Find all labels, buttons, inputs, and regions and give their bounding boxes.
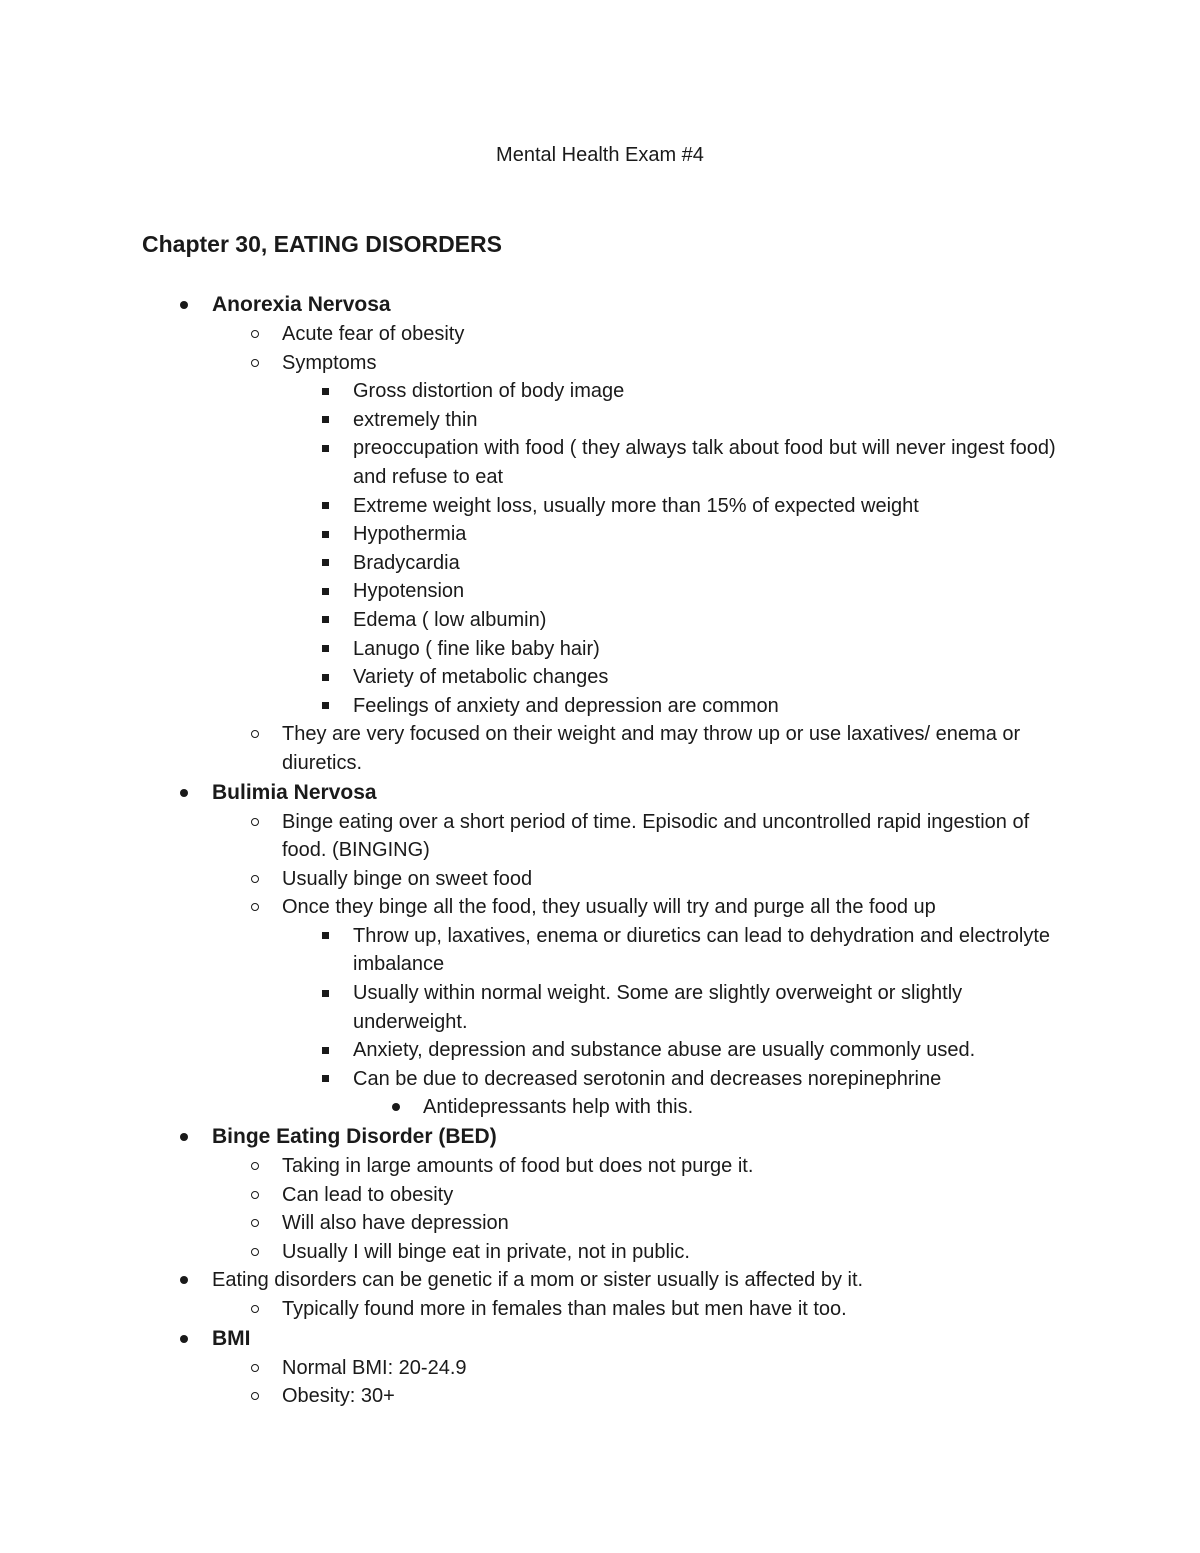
outline-item <box>0 720 1200 777</box>
outline-item <box>0 979 1200 1036</box>
outline-item-text: Acute fear of obesity <box>282 323 465 345</box>
outline-item <box>0 1238 1200 1267</box>
filled-circle-bullet-icon <box>178 1266 190 1294</box>
outline-item <box>0 1209 1200 1238</box>
outline-item <box>0 1181 1200 1210</box>
filled-circle-bullet-icon <box>390 1093 402 1121</box>
filled-circle-bullet-icon <box>178 778 190 808</box>
outline-item-text: Usually binge on sweet food <box>282 867 533 890</box>
hollow-circle-bullet-icon <box>249 808 261 836</box>
filled-circle-bullet-icon <box>178 1324 190 1354</box>
outline-item <box>0 1266 1200 1295</box>
outline-item <box>0 808 1200 865</box>
outline-item-text: Will also have depression <box>282 1212 509 1235</box>
outline-item-text: Normal BMI: 20-24.9 <box>282 1356 467 1379</box>
outline-item-text: Once they binge all the food, they usually will try and purge all the food up <box>282 896 936 919</box>
outline-item-text: Edema ( low albumin) <box>353 608 547 631</box>
outline-item <box>0 349 1200 378</box>
outline-item-text: preoccupation with food ( they always talk about food but will never ingest food) and refuse to eat <box>353 437 1056 488</box>
outline-item <box>0 492 1200 521</box>
outline-heading-item <box>0 1324 1200 1354</box>
hollow-circle-bullet-icon <box>249 893 261 921</box>
outline-item <box>0 1152 1200 1181</box>
filled-square-bullet-icon <box>319 434 331 462</box>
outline-item <box>0 1295 1200 1324</box>
page-title: Mental Health Exam #4 <box>496 144 704 166</box>
outline-item-text: Variety of metabolic changes <box>353 666 609 689</box>
outline-item-text: Throw up, laxatives, enema or diuretics can lead to dehydration and electrolyte imbalance <box>353 924 1051 976</box>
outline-item <box>0 692 1200 721</box>
outline-item <box>0 1354 1200 1383</box>
filled-square-bullet-icon <box>319 406 331 434</box>
hollow-circle-bullet-icon <box>249 1354 261 1382</box>
filled-square-bullet-icon <box>319 520 331 548</box>
outline-item <box>0 606 1200 635</box>
outline-item <box>0 1036 1200 1065</box>
outline-item-text: Extreme weight loss, usually more than 15% of expected weight <box>353 494 919 517</box>
filled-square-bullet-icon <box>319 577 331 605</box>
hollow-circle-bullet-icon <box>249 349 261 377</box>
outline-item <box>0 922 1200 979</box>
outline-item-text: Binge Eating Disorder (BED) <box>212 1125 497 1149</box>
outline-item-text: Bulimia Nervosa <box>212 780 377 804</box>
outline-item-text: Binge eating over a short period of time. Episodic and uncontrolled rapid ingestion of food. (BINGING) <box>282 810 1030 862</box>
hollow-circle-bullet-icon <box>249 1209 261 1237</box>
hollow-circle-bullet-icon <box>249 1152 261 1180</box>
hollow-circle-bullet-icon <box>249 1295 261 1323</box>
outline-item-text: Symptoms <box>282 351 377 374</box>
outline-item-text: Usually within normal weight. Some are slightly overweight or slightly underweight. <box>353 982 963 1033</box>
filled-square-bullet-icon <box>319 692 331 720</box>
outline-item-text: Eating disorders can be genetic if a mom or sister usually is affected by it. <box>212 1269 864 1292</box>
outline-item <box>0 635 1200 664</box>
outline-item-text: Usually I will binge eat in private, not in public. <box>282 1240 690 1263</box>
outline-heading-item <box>0 778 1200 808</box>
outline-item-text: extremely thin <box>353 408 478 431</box>
outline-item-text: Anorexia Nervosa <box>212 293 391 316</box>
outline-item-text: They are very focused on their weight and may throw up or use laxatives/ enema or diuretics. <box>282 723 1021 774</box>
filled-square-bullet-icon <box>319 922 331 950</box>
outline-item <box>0 893 1200 922</box>
outline-item <box>0 865 1200 894</box>
outline-item <box>0 577 1200 606</box>
hollow-circle-bullet-icon <box>249 320 261 348</box>
outline-item <box>0 320 1200 349</box>
filled-square-bullet-icon <box>319 663 331 691</box>
filled-square-bullet-icon <box>319 1036 331 1064</box>
outline-item-text: BMI <box>212 1326 251 1350</box>
outline-item-text: Anxiety, depression and substance abuse are usually commonly used. <box>353 1039 976 1062</box>
hollow-circle-bullet-icon <box>249 1382 261 1410</box>
outline-item <box>0 377 1200 406</box>
chapter-heading: Chapter 30, EATING DISORDERS <box>142 231 502 257</box>
outline-item-text: Taking in large amounts of food but does not purge it. <box>282 1155 754 1178</box>
outline-item-text: Gross distortion of body image <box>353 380 625 403</box>
hollow-circle-bullet-icon <box>249 1238 261 1266</box>
filled-circle-bullet-icon <box>178 290 190 320</box>
outline-heading-item <box>0 1122 1200 1152</box>
hollow-circle-bullet-icon <box>249 720 261 748</box>
filled-square-bullet-icon <box>319 549 331 577</box>
hollow-circle-bullet-icon <box>249 1181 261 1209</box>
outline-item-text: Hypothermia <box>353 523 467 546</box>
outline-item <box>0 406 1200 435</box>
outline-heading-item <box>0 290 1200 320</box>
outline-item-text: Typically found more in females than males but men have it too. <box>282 1298 847 1320</box>
filled-square-bullet-icon <box>319 979 331 1007</box>
outline-item-text: Bradycardia <box>353 551 460 574</box>
filled-square-bullet-icon <box>319 492 331 520</box>
outline-item <box>0 520 1200 549</box>
outline-item-text: Lanugo ( fine like baby hair) <box>353 637 600 660</box>
outline-item-text: Antidepressants help with this. <box>423 1096 694 1119</box>
hollow-circle-bullet-icon <box>249 865 261 893</box>
filled-square-bullet-icon <box>319 606 331 634</box>
outline-list <box>0 290 1200 1411</box>
filled-circle-bullet-icon <box>178 1122 190 1152</box>
outline-item <box>0 1382 1200 1411</box>
outline-item <box>0 434 1200 491</box>
outline-item <box>0 549 1200 578</box>
filled-square-bullet-icon <box>319 635 331 663</box>
outline-item-text: Obesity: 30+ <box>282 1385 395 1408</box>
outline-item-text: Feelings of anxiety and depression are common <box>353 694 779 717</box>
outline-item <box>0 1093 1200 1122</box>
filled-square-bullet-icon <box>319 1065 331 1093</box>
outline-item-text: Hypotension <box>353 580 465 603</box>
outline-item <box>0 1065 1200 1094</box>
filled-square-bullet-icon <box>319 377 331 405</box>
outline-item <box>0 663 1200 692</box>
outline-item-text: Can lead to obesity <box>282 1183 454 1206</box>
outline-item-text: Can be due to decreased serotonin and decreases norepinephrine <box>353 1067 942 1090</box>
